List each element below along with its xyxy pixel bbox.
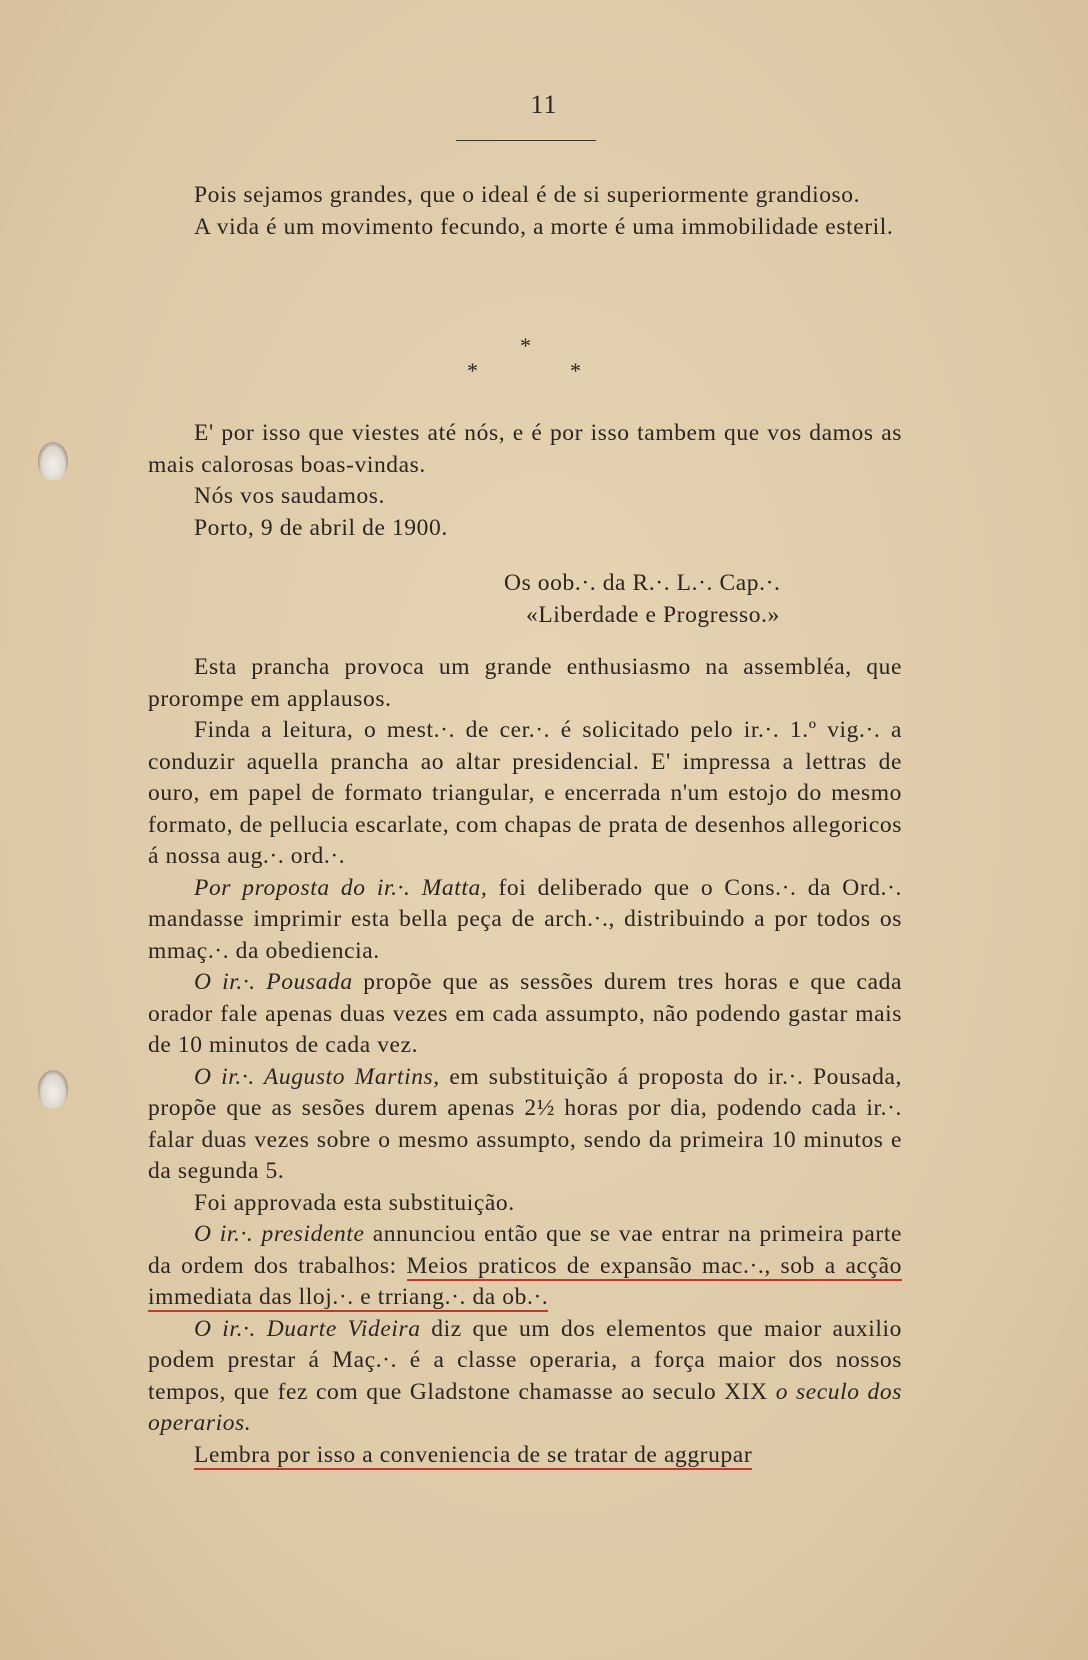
text-run: em substituição á proposta do ir.·. Pousada, propõe que as sesões durem apenas 2½ horas por dia, podendo cada ir.·. falar duas vezes sobre o mesmo assumpto, sendo da primeira 10 minutos e da segunda 5. (148, 1063, 902, 1184)
text-run: diz que um dos elementos que maior auxilio podem prestar á Maç.·. é a classe operaria, a força maior dos nossos tempos, que fez com que Gladstone chamasse ao seculo XIX (148, 1315, 903, 1405)
paragraph: Foi approvada esta substituição. (194, 1189, 515, 1216)
dateline: Porto, 9 de abril de 1900. (194, 514, 448, 541)
signature-block (504, 568, 781, 631)
paragraph (148, 967, 902, 1062)
minutes-body (148, 652, 902, 1471)
paragraph: Nós vos saudamos. (194, 483, 386, 509)
greeting-paragraphs (148, 418, 902, 544)
italic-phrase: O ir.·. presidente (194, 1221, 365, 1247)
opening-paragraphs (148, 180, 902, 243)
punch-hole-bottom (38, 1070, 68, 1108)
header-rule (456, 140, 596, 141)
italic-phrase: O ir.·. Augusto Martins, (194, 1063, 440, 1090)
asterism-star: * (570, 358, 581, 383)
signature-line: «Liberdade e Progresso.» (526, 601, 780, 628)
paragraph (148, 873, 902, 968)
paragraph: Pois sejamos grandes, que o ideal é de si superiormente grandioso. (194, 182, 861, 208)
italic-phrase: O ir.·. Duarte Videira (194, 1315, 421, 1342)
paragraph: Finda a leitura, o mest.·. de cer.·. é solicitado pelo ir.·. 1.º vig.·. a conduzir aquella prancha ao altar presidencial. E' impressa a lettras de ouro, em papel de formato triangular, e encerrada n'um estojo do mesmo formato, de pellucia escarlate, com chapas de prata de desenhos allegoricos á nossa aug.·. ord.·. (148, 717, 902, 869)
paragraph (148, 1219, 902, 1314)
paragraph: A vida é um movimento fecundo, a morte é uma immobilidade esteril. (194, 213, 894, 240)
text-run: propõe que as sessões durem tres horas e que cada orador fale apenas duas vezes em cada assumpto, não podendo gastar mais de 10 minutos de cada vez. (148, 969, 902, 1058)
paragraph (148, 1440, 902, 1472)
text-run: Lembra por isso a conveniencia de se tratar de aggrupar (194, 1441, 753, 1468)
paragraph (148, 1314, 902, 1440)
signature-line: Os oob.·. da R.·. L.·. Cap.·. (504, 570, 781, 596)
punch-hole-top (38, 442, 68, 480)
italic-phrase: Por proposta do ir.·. Matta, (194, 874, 488, 901)
text-run: foi deliberado que o Cons.·. da Ord.·. mandasse imprimir esta bella peça de arch.·., distribuindo a por todos os mmaç.·. da obediencia. (148, 874, 902, 964)
italic-phrase: o seculo dos operarios. (148, 1378, 902, 1436)
asterism-star: * (520, 333, 531, 358)
italic-phrase: O ir.·. Pousada (194, 969, 353, 995)
text-run: annunciou então que se vae entrar na primeira parte da ordem dos trabalhos: (148, 1221, 903, 1279)
paragraph: Esta prancha provoca um grande enthusiasmo na assembléa, que prorompe em applausos. (148, 654, 902, 712)
asterism-star: * (467, 358, 478, 383)
paragraph (148, 1062, 902, 1188)
underlined-agenda-item: Meios praticos de expansão mac.·., sob a acção immediata das lloj.·. e trriang.·. da ob.·. (148, 1252, 902, 1310)
page-number: 11 (530, 90, 558, 119)
paragraph: E' por isso que viestes até nós, e é por isso tambem que vos damos as mais calorosas boas-vindas. (148, 420, 902, 478)
